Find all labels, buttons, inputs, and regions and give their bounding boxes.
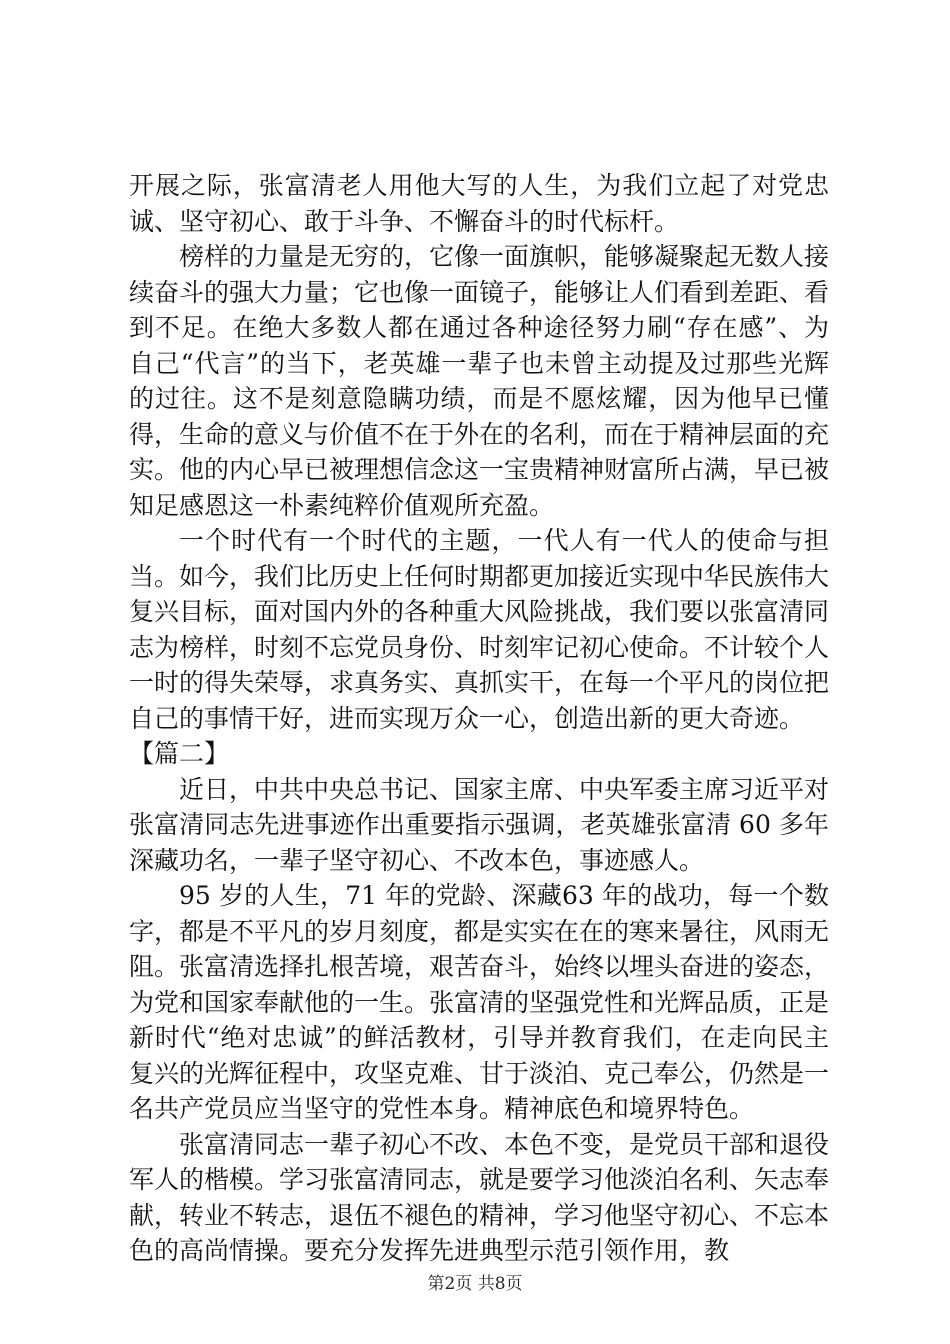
paragraph: 一个时代有一个时代的主题，一代人有一代人的使命与担当。如今，我们比历史上任何时期都更加接近实现中华民族伟大复兴目标，面对国内外的各种重大风险挑战，我们要以张富清同志为榜样，时刻不忘党员身份、时刻牢记初心使命。不计较个人一时的得失荣辱，求真务实、真抓实干，在每一个平凡的岗位把自己的事情干好，进而实现万众一心，创造出新的更大奇迹。 xyxy=(129,526,830,733)
paragraph-continued: 开展之际，张富清老人用他大写的人生，为我们立起了对党忠诚、坚守初心、敢于斗争、不懈奋斗的时代标杆。 xyxy=(129,171,829,236)
page-number-footer: 第2页 共8页 xyxy=(427,1274,523,1294)
section-heading: 【篇二】 xyxy=(129,739,230,768)
paragraph: 95 岁的人生，71 年的党龄、深藏63 年的战功，每一个数字，都是不平凡的岁月刻度，都是实实在在的寒来暑往，风雨无阻。张富清选择扎根苦境，艰苦奋斗，始终以埋头奋进的姿态，为党和国家奉献他的一生。张富清的坚强党性和光辉品质，正是新时代“绝对忠诚”的鲜活教材，引导并教育我们，在走向民主复兴的光辉征程中，攻坚克难、甘于淡泊、克己奉公，仍然是一名共产党员应当坚守的党性本身。精神底色和境界特色。 xyxy=(129,881,830,1123)
document-body xyxy=(129,168,829,1269)
paragraph: 张富清同志一辈子初心不改、本色不变，是党员干部和退役军人的楷模。学习张富清同志，就是要学习他淡泊名利、矢志奉献，转业不转志，退伍不褪色的精神，学习他坚守初心、不忘本色的高尚情操。要充分发挥先进典型示范引领作用，教 xyxy=(129,1129,830,1265)
paragraph: 近日，中共中央总书记、国家主席、中央军委主席习近平对张富清同志先进事迹作出重要指示强调，老英雄张富清 60 多年深藏功名，一辈子坚守初心、不改本色，事迹感人。 xyxy=(129,774,830,875)
paragraph: 榜样的力量是无穷的，它像一面旗帜，能够凝聚起无数人接续奋斗的强大力量；它也像一面镜子，能够让人们看到差距、看到不足。在绝大多数人都在通过各种途径努力刷“存在感”、为自己“代言”的当下，老英雄一辈子也未曾主动提及过那些光辉的过往。这不是刻意隐瞒功绩，而是不愿炫耀，因为他早已懂得，生命的意义与价值不在于外在的名利，而在于精神层面的充实。他的内心早已被理想信念这一宝贵精神财富所占满，早已被知足感恩这一朴素纯粹价值观所充盈。 xyxy=(129,242,830,520)
